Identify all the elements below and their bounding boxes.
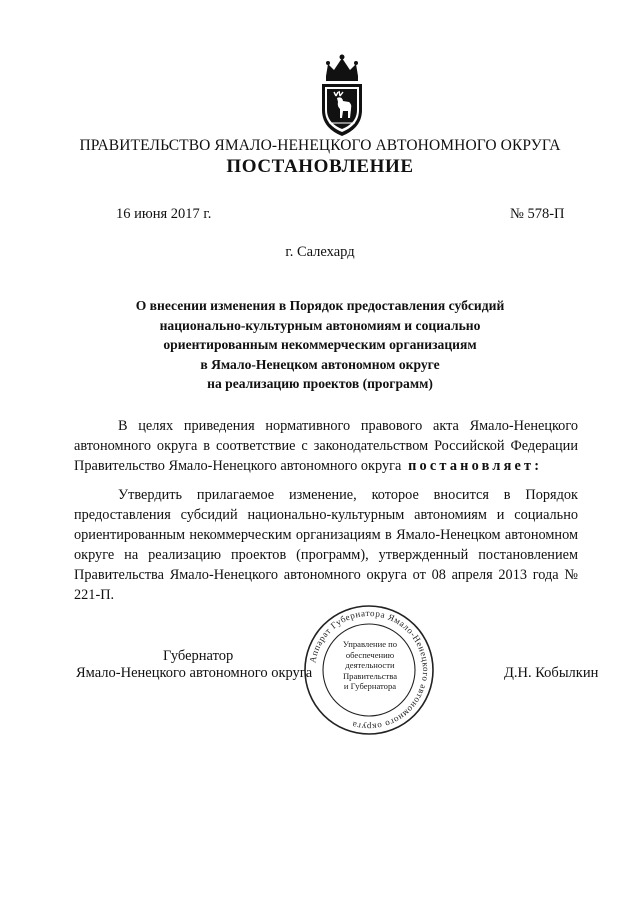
- document-number: № 578-П: [510, 206, 565, 222]
- signatory-name: Д.Н. Кобылкин: [504, 665, 599, 681]
- title-line: в Ямало-Ненецком автономном округе: [200, 356, 440, 372]
- document-type: ПОСТАНОВЛЕНИЕ: [226, 156, 414, 177]
- seal-line: деятельности: [345, 660, 395, 671]
- seal-center-text: [334, 639, 406, 692]
- decree-verb: постановляет:: [401, 458, 543, 474]
- title-line: О внесении изменения в Порядок предоставления субсидий: [135, 298, 505, 313]
- seal-line: Правительства: [342, 670, 398, 681]
- title-line: национально-культурным автономиям и социально: [159, 317, 481, 333]
- preamble-text: В целях приведения нормативного правового акта Ямало-Ненецкого автономного округа в соответствие с законодательством Российской Федерации Правительство Ямало-Ненецкого автономного округа: [74, 418, 578, 474]
- signatory-title: Губернатор: [163, 648, 234, 664]
- title-line: ориентированным некоммерческим организациям: [163, 337, 477, 352]
- seal-ring-text: Аппарат Губернатора Ямало-Ненецкого автономного округа: [307, 607, 432, 733]
- document-title: [0, 296, 640, 394]
- title-line: на реализацию проектов (программ): [207, 376, 433, 391]
- organization-name: ПРАВИТЕЛЬСТВО ЯМАЛО-НЕНЕЦКОГО АВТОНОМНОГО ОКРУГА: [79, 137, 561, 154]
- body-paragraph-decision: [74, 485, 578, 605]
- signatory-region: Ямало-Ненецкого автономного округа: [76, 665, 313, 681]
- seal-line: обеспечению: [345, 649, 395, 660]
- seal-line: Управление по: [342, 639, 398, 649]
- seal-line: и Губернатора: [343, 681, 397, 692]
- decision-text: Утвердить прилагаемое изменение, которое вносится в Порядок предоставления субсидий национально-культурным автономиям и социально ориентированным некоммерческим организациям в Ямало-Ненецком автономном округе на реализацию проектов (программ), утвержденный постановлением Правительства Ямало-Ненецкого автономного округа от 08 апреля 2013 года № 221-П.: [74, 487, 578, 603]
- document-date: 16 июня 2017 г.: [116, 206, 212, 222]
- document-city: г. Салехард: [285, 244, 355, 260]
- body-paragraph-preamble: [74, 416, 578, 476]
- coat-of-arms-icon: [316, 52, 368, 138]
